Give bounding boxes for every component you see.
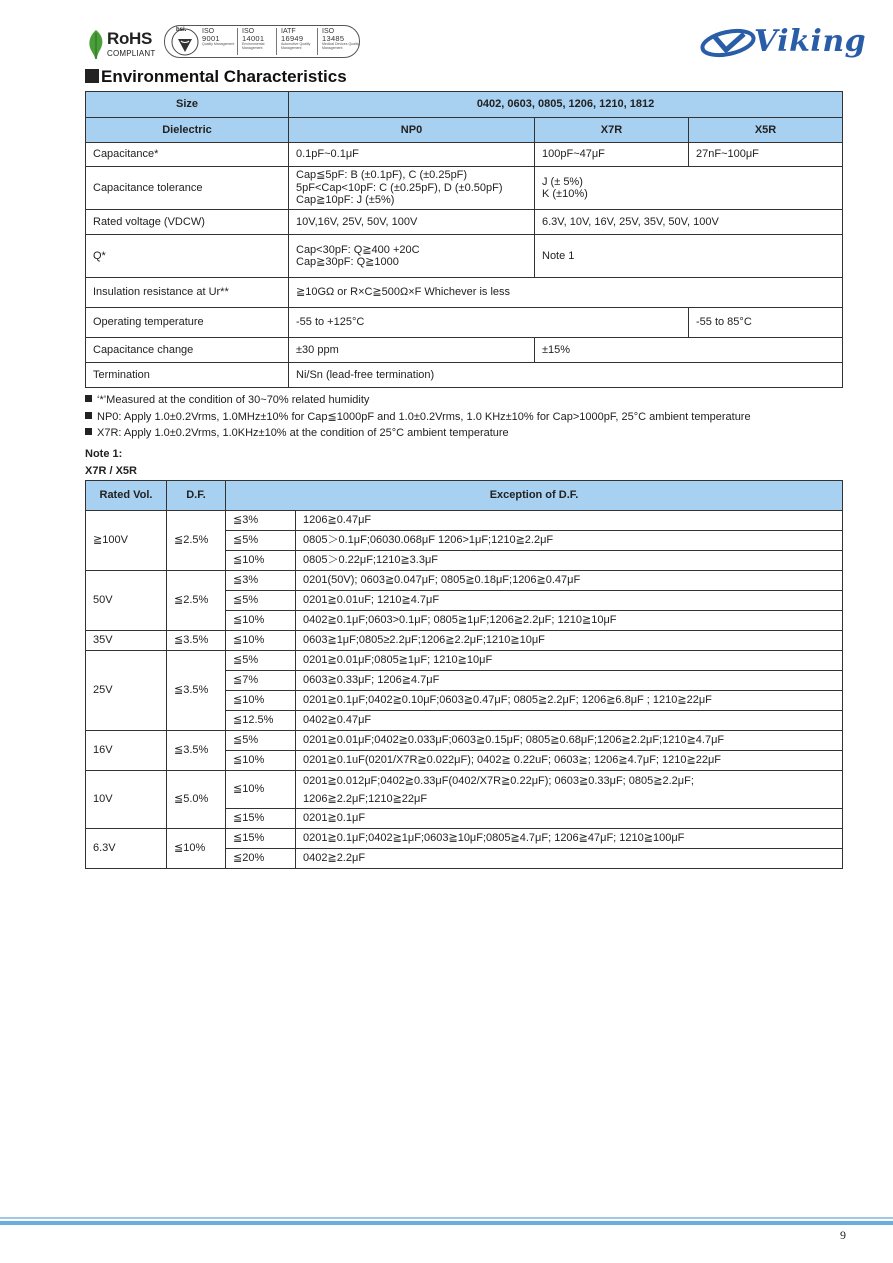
exception-cell (296, 571, 843, 591)
cert-type: ISO (322, 28, 335, 35)
exception-cell (296, 771, 843, 809)
exception-line: 1206≧2.2μF;1210≧22μF (303, 792, 428, 805)
df-cell: ≦2.5% (167, 571, 226, 631)
cert-desc: Automotive Quality Management (281, 42, 311, 50)
exception-line: 0201≧0.1μF;0402≧1μF;0603≧10μF;0805≧4.7μF; 1206≧47μF; 1210≧100μF (303, 832, 685, 845)
exception-line: 0201(50V); 0603≧0.047μF; 0805≧0.18μF;1206≧0.47μF (303, 574, 581, 587)
title-square-icon (85, 69, 99, 83)
df-limit-cell: ≦5% (226, 591, 296, 611)
size-value: 0402, 0603, 0805, 1206, 1210, 1812 (289, 92, 843, 118)
table-row (86, 771, 843, 809)
df-limit-cell: ≦15% (226, 829, 296, 849)
exception-line: 0201≧0.1μF (303, 812, 366, 825)
exception-line: 0805＞0.22μF;1210≧3.3μF (303, 554, 439, 567)
exception-cell (296, 829, 843, 849)
table-row (86, 511, 843, 531)
rated-vol-cell: 25V (86, 651, 167, 731)
exception-cell (296, 731, 843, 751)
size-header: Size (86, 92, 289, 118)
cell-all: Ni/Sn (lead-free termination) (289, 363, 843, 388)
exception-cell (296, 611, 843, 631)
exception-line: 0201≧0.1μF;0402≧0.10μF;0603≧0.47μF; 0805≧2.2μF; 1206≧6.8μF ; 1210≧22μF (303, 694, 712, 707)
footer-rule (0, 1217, 893, 1226)
bsi-label: bsi. (176, 27, 187, 33)
exception-cell (296, 551, 843, 571)
note1-title: Note 1: (85, 448, 123, 460)
line: K (±10%) (542, 188, 588, 200)
line: 5pF<Cap<10pF: C (±0.25pF), D (±0.50pF) (296, 181, 503, 194)
leaf-icon (87, 28, 105, 60)
df-limit-cell: ≦10% (226, 751, 296, 771)
df-limit-cell: ≦10% (226, 691, 296, 711)
cert-desc: Environmental Management (242, 42, 265, 50)
cell-np0 (289, 167, 535, 210)
table-row-cap-change (86, 338, 843, 363)
cert-divider (276, 28, 277, 55)
row-label: Operating temperature (86, 308, 289, 338)
section-title (85, 67, 347, 87)
table-row-termination (86, 363, 843, 388)
viking-logo-icon (700, 28, 756, 58)
table-row (86, 651, 843, 671)
dielectric-x7r: X7R (535, 118, 689, 143)
dielectric-x5r: X5R (689, 118, 843, 143)
table-row (86, 571, 843, 591)
df-cell: ≦10% (167, 829, 226, 869)
footnote (85, 409, 845, 426)
row-label: Capacitance tolerance (86, 167, 289, 210)
exception-line: 0201≧0.01μF;0402≧0.033μF;0603≧0.15μF; 0805≧0.68μF;1206≧2.2μF;1210≧4.7μF (303, 734, 725, 747)
header-df: D.F. (167, 481, 226, 511)
cell-x7r: 100pF~47μF (535, 143, 689, 167)
df-limit-cell: ≦7% (226, 671, 296, 691)
df-cell: ≦2.5% (167, 511, 226, 571)
cert-number: 13485 (322, 34, 345, 43)
df-exception-table (85, 480, 843, 869)
exception-cell (296, 671, 843, 691)
rated-vol-cell: 16V (86, 731, 167, 771)
row-label: Rated voltage (VDCW) (86, 210, 289, 235)
row-label: Q* (86, 235, 289, 278)
table-row (86, 731, 843, 751)
rated-vol-cell: ≧100V (86, 511, 167, 571)
cell-np0: 0.1pF~0.1μF (289, 143, 535, 167)
cert-desc: Quality Management (202, 42, 235, 46)
footnote-text: NP0: Apply 1.0±0.2Vrms, 1.0MHz±10% for Cap≦1000pF and 1.0±0.2Vrms, 1.0 KHz±10% for Cap>1000pF, 25°C ambient temperature (97, 410, 751, 423)
df-limit-cell: ≦15% (226, 809, 296, 829)
footnotes (85, 392, 845, 442)
bullet-icon (85, 412, 92, 419)
cert-divider (237, 28, 238, 55)
row-label: Insulation resistance at Ur** (86, 278, 289, 308)
line: Cap<30pF: Q≧400 +20C (296, 243, 420, 256)
exception-cell (296, 691, 843, 711)
dielectric-header: Dielectric (86, 118, 289, 143)
cert-type: ISO (202, 28, 215, 35)
exception-line: 0201≧0.1uF(0201/X7R≧0.022μF); 0402≧ 0.22uF; 0603≧; 1206≧4.7μF; 1210≧22μF (303, 754, 722, 767)
exception-cell (296, 809, 843, 829)
exception-line: 0805＞0.1μF;06030.068μF 1206>1μF;1210≧2.2μF (303, 534, 554, 547)
df-limit-cell: ≦5% (226, 651, 296, 671)
line: Cap≧10pF: J (±5%) (296, 194, 395, 207)
df-limit-cell: ≦5% (226, 531, 296, 551)
exception-line: 0201≧0.01uF; 1210≧4.7μF (303, 594, 440, 607)
cell-np0: ±30 ppm (289, 338, 535, 363)
cell-x7r-x5r: 6.3V, 10V, 16V, 25V, 35V, 50V, 100V (535, 210, 843, 235)
table-row-insulation (86, 278, 843, 308)
row-label: Capacitance* (86, 143, 289, 167)
cert-desc: Medical Devices Quality Management (322, 42, 360, 50)
cert-type: IATF (281, 28, 296, 35)
table-row (86, 829, 843, 849)
df-cell: ≦3.5% (167, 651, 226, 731)
row-label: Capacitance change (86, 338, 289, 363)
line: J (± 5%) (542, 175, 583, 188)
table-row (86, 631, 843, 651)
cert-divider (317, 28, 318, 55)
environmental-table (85, 91, 843, 388)
dielectric-np0: NP0 (289, 118, 535, 143)
table-header-row (86, 481, 843, 511)
cell-np0: 10V,16V, 25V, 50V, 100V (289, 210, 535, 235)
rated-vol-cell: 6.3V (86, 829, 167, 869)
cell-x7r-x5r (535, 167, 843, 210)
df-limit-cell: ≦3% (226, 511, 296, 531)
rohs-title: RoHS (107, 29, 153, 48)
logo-text: Viking (754, 24, 867, 59)
exception-cell (296, 651, 843, 671)
footnote-text: X7R: Apply 1.0±0.2Vrms, 1.0KHz±10% at the condition of 25°C ambient temperature (97, 427, 509, 439)
rated-vol-cell: 50V (86, 571, 167, 631)
df-cell: ≦3.5% (167, 731, 226, 771)
exception-line: 0402≧0.1μF;0603>0.1μF; 0805≧1μF;1206≧2.2μF; 1210≧10μF (303, 614, 617, 627)
footnote (85, 392, 845, 409)
rohs-subtitle: COMPLIANT (107, 49, 156, 58)
rated-vol-cell: 10V (86, 771, 167, 829)
row-label: Termination (86, 363, 289, 388)
table-row-temperature (86, 308, 843, 338)
exception-line: 0603≧0.33μF; 1206≧4.7μF (303, 674, 440, 687)
exception-line: 0402≧2.2μF (303, 852, 366, 865)
cert-number: 14001 (242, 34, 265, 43)
exception-line: 0201≧0.012μF;0402≧0.33μF(0402/X7R≧0.22μF); 0603≧0.33μF; 0805≧2.2μF; (303, 774, 694, 787)
cert-number: 9001 (202, 34, 220, 43)
note1-subtitle: X7R / X5R (85, 465, 137, 477)
exception-cell (296, 711, 843, 731)
cell-x7r-x5r: Note 1 (535, 235, 843, 278)
df-limit-cell: ≦3% (226, 571, 296, 591)
exception-cell (296, 631, 843, 651)
df-limit-cell: ≦10% (226, 611, 296, 631)
bullet-icon (85, 428, 92, 435)
line: Cap≧30pF: Q≧1000 (296, 256, 399, 268)
table-row-tolerance (86, 167, 843, 210)
exception-cell (296, 849, 843, 869)
cell-x7r-x5r: ±15% (535, 338, 843, 363)
exception-line: 1206≧0.47μF (303, 514, 372, 527)
cell-np0-x7r: -55 to +125°C (289, 308, 689, 338)
section-title-text: Environmental Characteristics (101, 67, 347, 86)
rated-vol-cell: 35V (86, 631, 167, 651)
exception-cell (296, 531, 843, 551)
cell-x5r: 27nF~100μF (689, 143, 843, 167)
table-row-dielectric (86, 118, 843, 143)
footnote-text: ‘*’Measured at the condition of 30~70% related humidity (97, 394, 370, 406)
exception-line: 0402≧0.47μF (303, 714, 372, 727)
viking-logo (700, 24, 867, 62)
cert-number: 16949 (281, 34, 304, 43)
note1-heading (85, 446, 137, 480)
exception-line: 0603≧1μF;0805≥2.2μF;1206≧2.2μF;1210≧10μF (303, 634, 545, 647)
bullet-icon (85, 395, 92, 402)
footnote (85, 425, 845, 442)
cert-iso-13485 (322, 28, 364, 50)
page-header (85, 24, 867, 64)
exception-cell (296, 511, 843, 531)
cell-x5r: -55 to 85°C (689, 308, 843, 338)
df-cell: ≦5.0% (167, 771, 226, 829)
cell-np0 (289, 235, 535, 278)
df-limit-cell: ≦10% (226, 631, 296, 651)
certification-badges (164, 25, 360, 59)
df-limit-cell: ≦20% (226, 849, 296, 869)
rohs-badge (85, 26, 160, 62)
table-row-q (86, 235, 843, 278)
table-row-voltage (86, 210, 843, 235)
table-row-capacitance (86, 143, 843, 167)
df-limit-cell: ≦5% (226, 731, 296, 751)
df-limit-cell: ≦12.5% (226, 711, 296, 731)
df-cell: ≦3.5% (167, 631, 226, 651)
df-limit-cell: ≦10% (226, 771, 296, 809)
cert-iso-14001 (242, 28, 284, 50)
header-exception: Exception of D.F. (226, 481, 843, 511)
df-limit-cell: ≦10% (226, 551, 296, 571)
exception-line: 0201≧0.01μF;0805≧1μF; 1210≧10μF (303, 654, 493, 667)
exception-cell (296, 751, 843, 771)
page-number: 9 (840, 1228, 846, 1242)
exception-cell (296, 591, 843, 611)
table-row-size (86, 92, 843, 118)
line: Cap≦5pF: B (±0.1pF), C (±0.25pF) (296, 169, 468, 182)
cert-type: ISO (242, 28, 255, 35)
header-rated-vol: Rated Vol. (86, 481, 167, 511)
cell-all: ≧10GΩ or R×C≧500Ω×F Whichever is less (289, 278, 843, 308)
